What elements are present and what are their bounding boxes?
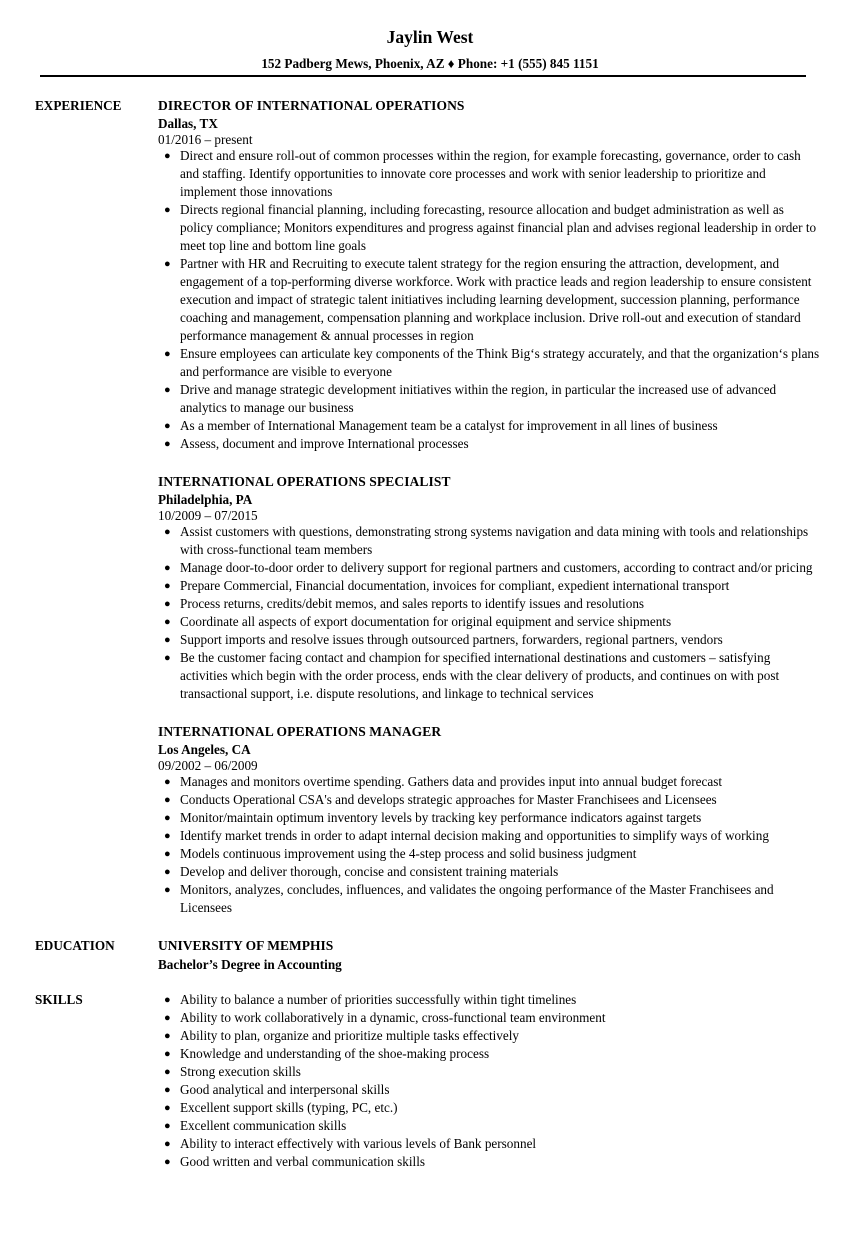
job-list [158,97,820,917]
list-item [158,435,820,453]
skills-section [0,991,860,1171]
bullet-text: As a member of International Management team be a catalyst for improvement in all lines of business [180,418,718,433]
skill-list [158,991,820,1171]
bullet-text: Process returns, credits/debit memos, and sales reports to identify issues and resolutions [180,596,645,611]
job-title: INTERNATIONAL OPERATIONS MANAGER [158,724,442,739]
list-item [158,649,820,703]
bullet-text: Manage door-to-door order to delivery support for regional partners and customers, according to contract and/or pricing [180,560,813,575]
bullet-text: Manages and monitors overtime spending. Gathers data and provides input into annual budget forecast [180,774,723,789]
section-label-experience: EXPERIENCE [35,98,122,113]
job-title: INTERNATIONAL OPERATIONS SPECIALIST [158,474,451,489]
job-location: Dallas, TX [158,116,218,131]
bullet-icon: ● [164,794,171,806]
bullet-icon: ● [164,634,171,646]
list-item [158,881,820,917]
bullet-icon: ● [164,830,171,842]
bullet-icon: ● [164,348,171,360]
bullet-text: Be the customer facing contact and champion for specified international destinations and customers – satisfying activities which begin with the order process, ends with the clear delivery of products, and continues on with post transactional support, i.e. dispute resolutions, and linkage to technical services [180,650,780,701]
job-bullet-list [158,523,820,703]
bullet-icon: ● [164,150,171,162]
bullet-icon: ● [164,598,171,610]
list-item [158,417,820,435]
bullet-icon: ● [164,258,171,270]
list-item [158,1009,820,1027]
bullet-icon: ● [164,1120,171,1132]
bullet-icon: ● [164,384,171,396]
bullet-icon: ● [164,616,171,628]
list-item [158,595,820,613]
skill-text: Ability to balance a number of priorities successfully within tight timelines [180,992,577,1007]
list-item [158,1027,820,1045]
bullet-icon: ● [164,526,171,538]
list-item [158,255,820,345]
bullet-icon: ● [164,652,171,664]
list-item [158,827,820,845]
bullet-text: Directs regional financial planning, including forecasting, resource allocation and budget administration as well as policy compliance; Monitors expenditures and progress against financial plan and advises regional leadership in order to meet top line and bottom line goals [180,202,817,253]
bullet-text: Develop and deliver thorough, concise and consistent training materials [180,864,559,879]
bullet-icon: ● [164,1102,171,1114]
bullet-icon: ● [164,776,171,788]
list-item [158,809,820,827]
bullet-icon: ● [164,1138,171,1150]
bullet-text: Monitor/maintain optimum inventory levels by tracking key performance indicators against targets [180,810,702,825]
list-item [158,613,820,631]
list-item [158,773,820,791]
list-item [158,577,820,595]
bullet-icon: ● [164,812,171,824]
job-title: DIRECTOR OF INTERNATIONAL OPERATIONS [158,98,465,113]
bullet-icon: ● [164,884,171,896]
bullet-text: Conducts Operational CSA's and develops strategic approaches for Master Franchisees and Licensees [180,792,717,807]
header-divider [40,75,806,77]
list-item [158,1135,820,1153]
bullet-icon: ● [164,1084,171,1096]
bullet-text: Partner with HR and Recruiting to execute talent strategy for the region ensuring the attraction, development, and engagement of a top-performing diverse workforce. Work with practice leads and region leadership to ensure consistent execution and impact of strategic talent initiatives including learning development, succession planning, performance coaching and management, compensation planning and workplace inclusion. Drive roll-out and execution of standard performance management & annual processes in region [180,256,812,343]
list-item [158,1081,820,1099]
bullet-text: Prepare Commercial, Financial documentation, invoices for compliant, expedient international transport [180,578,730,593]
candidate-name: Jaylin West [386,27,474,47]
skill-text: Strong execution skills [180,1064,301,1079]
job-bullet-list [158,147,820,453]
bullet-icon: ● [164,420,171,432]
bullet-text: Identify market trends in order to adapt internal decision making and opportunities to simplify ways of working [180,828,769,843]
bullet-icon: ● [164,1012,171,1024]
list-item [158,381,820,417]
job-dates: 01/2016 – present [158,132,253,147]
list-item [158,345,820,381]
education-degree: Bachelor’s Degree in Accounting [158,957,342,972]
bullet-text: Monitors, analyzes, concludes, influences, and validates the ongoing performance of the Master Franchisees and Licensees [180,882,774,915]
skill-text: Ability to plan, organize and prioritize multiple tasks effectively [180,1028,519,1043]
skill-text: Excellent support skills (typing, PC, etc.) [180,1100,398,1115]
education-section [0,937,860,975]
list-item [158,791,820,809]
bullet-text: Coordinate all aspects of export documentation for original equipment and service shipments [180,614,672,629]
education-school: UNIVERSITY OF MEMPHIS [158,938,334,953]
job-location: Philadelphia, PA [158,492,253,507]
bullet-icon: ● [164,204,171,216]
bullet-icon: ● [164,562,171,574]
bullet-icon: ● [164,438,171,450]
bullet-icon: ● [164,866,171,878]
bullet-text: Drive and manage strategic development initiatives within the region, in particular the increased use of advanced analytics to manage our business [180,382,777,415]
list-item [158,1063,820,1081]
resume-header [0,0,860,77]
list-item [158,991,820,1009]
skill-text: Ability to work collaboratively in a dynamic, cross-functional team environment [180,1010,606,1025]
list-item [158,559,820,577]
bullet-icon: ● [164,1066,171,1078]
bullet-text: Assist customers with questions, demonstrating strong systems navigation and data mining with tools and relationships with cross-functional team members [180,524,809,557]
list-item [158,1117,820,1135]
list-item [158,201,820,255]
bullet-text: Assess, document and improve International processes [180,436,469,451]
list-item [158,1153,820,1171]
bullet-text: Models continuous improvement using the 4-step process and solid business judgment [180,846,637,861]
section-label-skills: SKILLS [35,992,83,1007]
list-item [158,1099,820,1117]
list-item [158,147,820,201]
job-entry [158,97,820,453]
skill-text: Good analytical and interpersonal skills [180,1082,390,1097]
skill-text: Ability to interact effectively with various levels of Bank personnel [180,1136,537,1151]
job-bullet-list [158,773,820,917]
list-item [158,631,820,649]
bullet-icon: ● [164,994,171,1006]
job-dates: 09/2002 – 06/2009 [158,758,258,773]
contact-info: 152 Padberg Mews, Phoenix, AZ ♦ Phone: +1 (555) 845 1151 [261,56,599,71]
skill-text: Good written and verbal communication skills [180,1154,426,1169]
bullet-icon: ● [164,1156,171,1168]
job-entry [158,723,820,917]
list-item [158,845,820,863]
skill-text: Excellent communication skills [180,1118,347,1133]
list-item [158,1045,820,1063]
bullet-text: Support imports and resolve issues through outsourced partners, forwarders, regional partners, vendors [180,632,723,647]
section-label-education: EDUCATION [35,938,115,953]
list-item [158,523,820,559]
bullet-icon: ● [164,580,171,592]
bullet-icon: ● [164,848,171,860]
bullet-text: Direct and ensure roll-out of common processes within the region, for example forecasting, governance, order to cash and staffing. Identify opportunities to innovate core processes and work with senior leadership to prioritize and implement those innovations [180,148,801,199]
bullet-icon: ● [164,1030,171,1042]
experience-section [0,97,860,917]
bullet-icon: ● [164,1048,171,1060]
job-location: Los Angeles, CA [158,742,251,757]
list-item [158,863,820,881]
job-dates: 10/2009 – 07/2015 [158,508,258,523]
bullet-text: Ensure employees can articulate key components of the Think Big‘s strategy accurately, and that the organization‘s plans and performance are visible to everyone [180,346,820,379]
job-entry [158,473,820,703]
skill-text: Knowledge and understanding of the shoe-making process [180,1046,490,1061]
